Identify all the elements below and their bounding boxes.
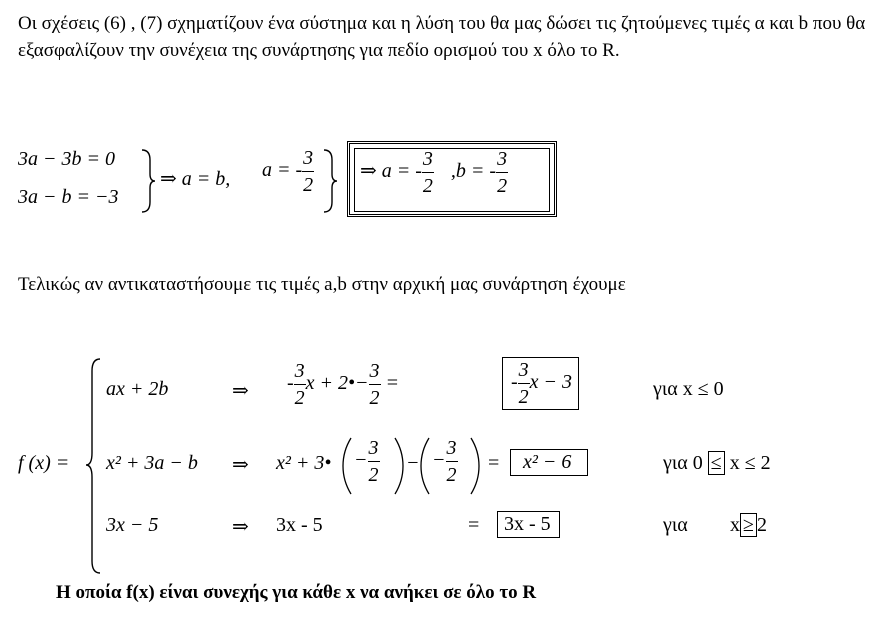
- paren-left-icon: [342, 437, 352, 495]
- row1-substitution: - $\frac{3}{2}$ x + 2•− $\frac{3}{2}$ =: [287, 360, 400, 409]
- row2-condition: για 0 ≤ x ≤ 2: [663, 452, 771, 474]
- system-eq1: 3a − 3b = 0: [18, 148, 115, 170]
- row3-condition: x ≥ 2: [730, 514, 767, 536]
- paren-right-icon-2: [470, 437, 480, 495]
- right-brace-icon: [140, 148, 156, 214]
- row3-expression: 3x − 5: [106, 514, 159, 536]
- paren-left-icon-2: [420, 437, 430, 495]
- row3-condition-label: για: [663, 514, 688, 536]
- row2-arrow: ⇒: [232, 454, 249, 476]
- row2-result-box: x² − 6: [510, 449, 588, 476]
- paren-right-icon: [394, 437, 404, 495]
- right-brace-icon-2: [322, 148, 338, 214]
- row2-expression: x² + 3a − b: [106, 452, 198, 474]
- row3-substitution: 3x - 5: [276, 514, 323, 536]
- row3-result-box: 3x - 5: [497, 511, 560, 538]
- row2-equals: =: [488, 452, 500, 474]
- system-eq2: 3a − b = −3: [18, 186, 119, 208]
- row2-frac2: − $\frac{3}{2}$: [432, 437, 457, 486]
- intro-paragraph: Οι σχέσεις (6) , (7) σχηματίζουν ένα σύστημα και η λύση του θα μας δώσει τις ζητούμενες τιμές α και b που θα εξασφαλίζουν την συνέχεια της συνάρτησης για πεδίο ορισμού του x όλο το R.: [18, 13, 866, 61]
- function-lhs: f (x) =: [18, 452, 70, 474]
- row1-result-box: - $\frac{3}{2}$ x − 3: [502, 357, 579, 410]
- middle-paragraph: Τελικώς αν αντικαταστήσουμε τις τιμές a,b στην αρχική μας συνάρτηση έχουμε: [18, 274, 626, 295]
- implies-a-eq-b: ⇒ a = b,: [160, 168, 231, 190]
- conclusion-text: Η οποία f(x) είναι συνεχής για κάθε x να ανήκει σε όλο το R: [56, 582, 537, 603]
- result-expression: ⇒ a = - $\frac{3}{2}$ ,b = - $\frac{3}{2}$: [360, 148, 508, 197]
- a-value-expression: a = - $\frac{3}{2}$: [262, 147, 314, 196]
- row3-equals: =: [468, 514, 480, 536]
- row2-minus: −: [406, 452, 420, 474]
- row2-substitution-start: x² + 3•: [276, 452, 332, 474]
- row3-arrow: ⇒: [232, 516, 249, 538]
- row2-frac1: − $\frac{3}{2}$: [354, 437, 379, 486]
- row1-expression: ax + 2b: [106, 378, 169, 400]
- row1-arrow: ⇒: [232, 380, 249, 402]
- row1-condition: για x ≤ 0: [653, 378, 724, 400]
- left-brace-icon: [84, 357, 102, 575]
